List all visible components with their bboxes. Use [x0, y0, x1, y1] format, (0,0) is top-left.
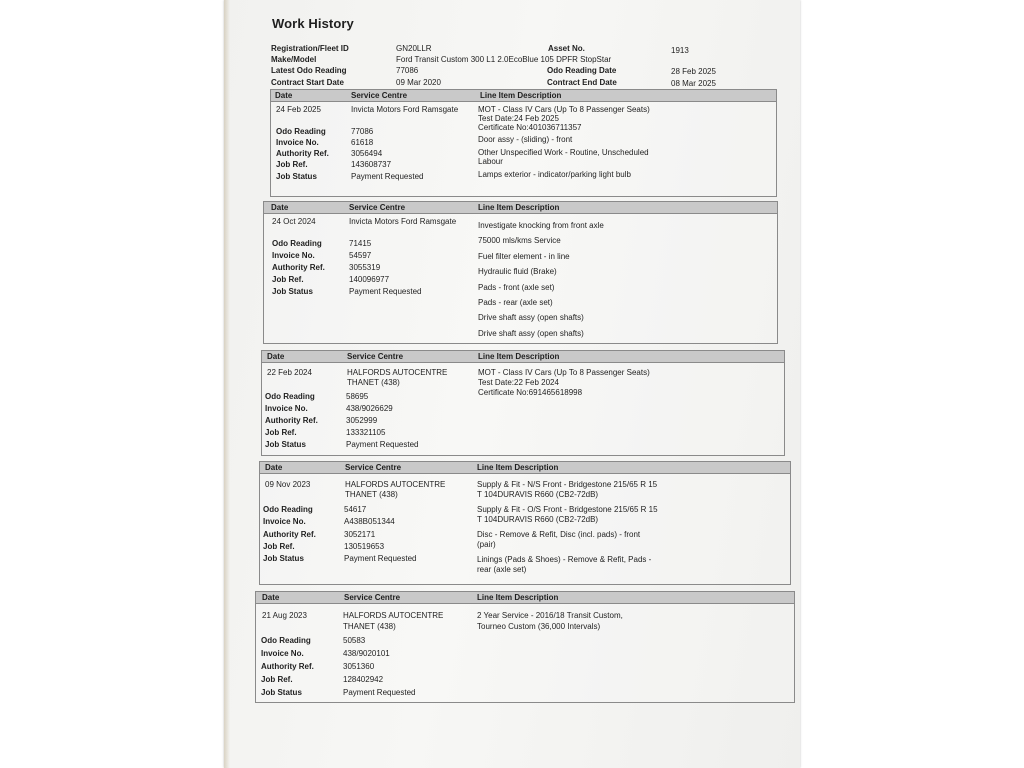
line-item: Hydraulic fluid (Brake) [478, 267, 557, 277]
entry-header [271, 90, 776, 102]
centre-header: Service Centre [349, 203, 406, 212]
entry-header [256, 592, 794, 604]
work-history-document [224, 0, 800, 768]
job-value: 130519653 [344, 542, 385, 551]
authority-label: Authority Ref. [276, 149, 329, 158]
line-item: Lamps exterior - indicator/parking light bulb [478, 169, 631, 179]
asset-value: 1913 [671, 46, 689, 55]
odo-label: Odo Reading [265, 392, 315, 401]
line-items [478, 218, 604, 341]
authority-value: 3051360 [343, 662, 375, 671]
odo-label: Odo Reading [276, 127, 326, 136]
make-label: Make/Model [271, 55, 317, 65]
line-item: MOT - Class IV Cars (Up To 8 Passenger Seats) [478, 368, 650, 377]
entry-date: 09 Nov 2023 [265, 480, 311, 489]
line-item: Other Unspecified Work - Routine, Unscheduled [478, 148, 649, 158]
status-label: Job Status [261, 688, 302, 697]
entry-centre-line2: THANET (438) [347, 378, 400, 387]
odo-label: Odo Reading [261, 636, 311, 645]
line-item: Supply & Fit - N/S Front - Bridgestone 215/65 R 15 [477, 480, 658, 489]
entry-centre: HALFORDS AUTOCENTRE [343, 611, 444, 620]
entry-date: 21 Aug 2023 [262, 611, 307, 620]
date-header: Date [271, 203, 289, 212]
line-items [478, 106, 650, 180]
line-item: Fuel filter element - in line [478, 251, 570, 261]
centre-header: Service Centre [347, 352, 404, 361]
job-value: 143608737 [351, 160, 392, 169]
authority-value: 3052171 [344, 530, 376, 539]
status-label: Job Status [265, 440, 306, 449]
registration-value: GN20LLR [396, 44, 432, 53]
vehicle-header [271, 43, 771, 88]
desc-header: Line Item Description [477, 593, 559, 602]
line-item: Supply & Fit - O/S Front - Bridgestone 215/65 R 15 [477, 505, 658, 514]
odo-value: 77086 [396, 66, 419, 76]
invoice-label: Invoice No. [261, 649, 304, 658]
job-value: 140096977 [349, 275, 390, 284]
status-value: Payment Requested [343, 688, 416, 697]
date-header: Date [262, 593, 280, 602]
work-entry [270, 89, 777, 197]
odo-value: 54617 [344, 505, 367, 514]
authority-value: 3056494 [351, 149, 383, 158]
entry-centre-line2: THANET (438) [343, 622, 396, 631]
invoice-label: Invoice No. [276, 138, 319, 147]
invoice-label: Invoice No. [263, 517, 306, 526]
job-label: Job Ref. [276, 160, 308, 169]
job-label: Job Ref. [265, 428, 297, 437]
line-items [477, 480, 658, 575]
end-value: 08 Mar 2025 [671, 78, 716, 88]
line-item: T 104DURAVIS R660 (CB2-72dB) [477, 490, 599, 499]
line-item: Door assy - (sliding) - front [478, 135, 573, 145]
job-value: 128402942 [343, 675, 384, 684]
job-label: Job Ref. [263, 542, 295, 551]
line-item: Pads - rear (axle set) [478, 298, 553, 308]
line-item: Linings (Pads & Shoes) - Remove & Refit, Pads - [477, 555, 652, 564]
line-item: Certificate No:401036711357 [478, 122, 582, 132]
invoice-value: A438B051344 [344, 517, 395, 526]
invoice-value: 54597 [349, 251, 372, 260]
entry-date: 24 Oct 2024 [272, 217, 316, 226]
date-header: Date [265, 463, 283, 472]
centre-header: Service Centre [345, 463, 402, 472]
line-item: Certificate No:691465618998 [478, 388, 583, 397]
entry-date: 22 Feb 2024 [267, 368, 312, 377]
entry-header [264, 202, 777, 214]
status-value: Payment Requested [351, 172, 424, 181]
line-item: Disc - Remove & Refit, Disc (incl. pads) - front [477, 530, 641, 539]
invoice-value: 438/9020101 [343, 649, 390, 658]
job-label: Job Ref. [272, 275, 304, 284]
line-item: rear (axle set) [477, 565, 527, 574]
desc-header: Line Item Description [478, 203, 560, 212]
desc-header: Line Item Description [480, 91, 562, 100]
invoice-label: Invoice No. [265, 404, 308, 413]
line-item: Drive shaft assy (open shafts) [478, 313, 584, 323]
page-title: Work History [272, 16, 354, 31]
invoice-value: 438/9026629 [346, 404, 393, 413]
registration-label: Registration/Fleet ID [271, 44, 349, 53]
make-value: Ford Transit Custom 300 L1 2.0EcoBlue 105 DPFR StopStar [396, 55, 612, 65]
odo-value: 71415 [349, 239, 372, 248]
job-value: 133321105 [346, 428, 386, 437]
authority-label: Authority Ref. [265, 416, 318, 425]
asset-label: Asset No. [548, 44, 585, 53]
entry-centre: HALFORDS AUTOCENTRE [345, 480, 446, 489]
centre-header: Service Centre [351, 91, 408, 100]
line-item: (pair) [477, 540, 496, 549]
entry-centre: HALFORDS AUTOCENTRE [347, 368, 448, 377]
authority-label: Authority Ref. [263, 530, 316, 539]
line-item: Investigate knocking from front axle [478, 221, 604, 230]
work-entry [259, 461, 791, 585]
entry-header [260, 462, 790, 474]
work-entry [261, 350, 785, 456]
authority-label: Authority Ref. [272, 263, 325, 272]
entry-date: 24 Feb 2025 [276, 105, 321, 114]
line-item: T 104DURAVIS R660 (CB2-72dB) [477, 515, 599, 524]
entry-centre-line2: THANET (438) [345, 490, 398, 499]
line-item: Pads - front (axle set) [478, 282, 555, 292]
entry-centre: Invicta Motors Ford Ramsgate [349, 217, 457, 226]
odo-value: 58695 [346, 392, 369, 401]
work-entry [255, 591, 795, 703]
line-items [477, 611, 623, 632]
odo-label: Latest Odo Reading [271, 66, 347, 76]
date-header: Date [267, 352, 285, 361]
desc-header: Line Item Description [478, 352, 560, 361]
line-item: Drive shaft assy (open shafts) [478, 328, 584, 338]
authority-value: 3052999 [346, 416, 378, 425]
authority-label: Authority Ref. [261, 662, 314, 671]
line-item: Tourneo Custom (36,000 Intervals) [477, 621, 601, 631]
line-item: Test Date:24 Feb 2025 [478, 113, 559, 123]
line-item: Labour [478, 156, 503, 166]
status-label: Job Status [272, 287, 313, 296]
centre-header: Service Centre [344, 593, 401, 602]
invoice-label: Invoice No. [272, 251, 315, 260]
work-entry [263, 201, 778, 344]
line-items [478, 368, 650, 398]
authority-value: 3055319 [349, 263, 381, 272]
status-label: Job Status [263, 554, 304, 563]
line-item: 2 Year Service - 2016/18 Transit Custom, [477, 611, 623, 620]
invoice-value: 61618 [351, 138, 374, 147]
line-item: Test Date:22 Feb 2024 [478, 378, 559, 387]
start-label: Contract Start Date [271, 77, 344, 87]
odo-date-value: 28 Feb 2025 [671, 67, 716, 77]
status-label: Job Status [276, 172, 317, 181]
line-item: 75000 mls/kms Service [478, 236, 561, 246]
status-value: Payment Requested [346, 440, 419, 449]
status-value: Payment Requested [344, 554, 417, 563]
odo-label: Odo Reading [263, 505, 313, 514]
end-label: Contract End Date [547, 77, 617, 87]
odo-value: 50583 [343, 636, 366, 645]
entry-header [262, 351, 784, 363]
desc-header: Line Item Description [477, 463, 559, 472]
date-header: Date [275, 91, 293, 100]
job-label: Job Ref. [261, 675, 293, 684]
odo-value: 77086 [351, 127, 374, 136]
start-value: 09 Mar 2020 [396, 77, 441, 87]
entry-centre: Invicta Motors Ford Ramsgate [351, 105, 459, 114]
status-value: Payment Requested [349, 287, 422, 296]
odo-date-label: Odo Reading Date [547, 66, 617, 76]
odo-label: Odo Reading [272, 239, 322, 248]
line-item: MOT - Class IV Cars (Up To 8 Passenger Seats) [478, 105, 650, 114]
